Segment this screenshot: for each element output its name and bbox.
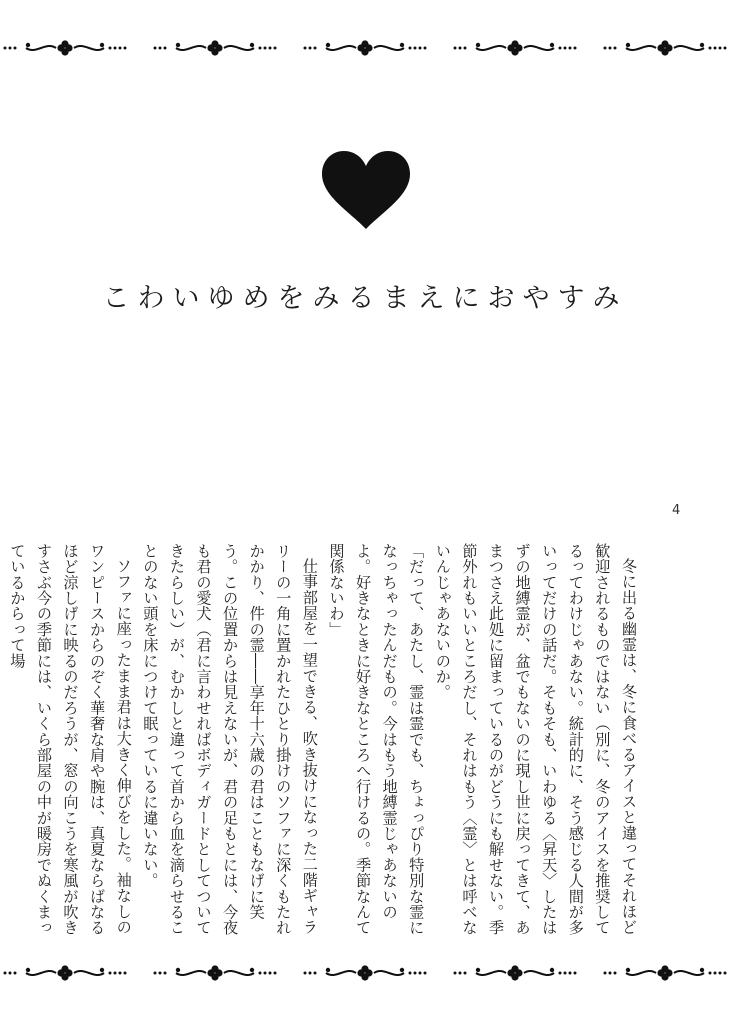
- dot: [14, 972, 17, 975]
- scroll-flourish: [626, 46, 656, 50]
- scroll-curl: [550, 968, 554, 972]
- dot: [614, 47, 617, 50]
- dot: [304, 972, 307, 975]
- dot: [9, 972, 12, 975]
- scroll-flourish: [476, 46, 506, 50]
- dot: [14, 47, 17, 50]
- dot: [719, 47, 722, 50]
- scroll-curl: [700, 968, 704, 972]
- dot: [454, 972, 457, 975]
- story-title: こわいゆめをみるまえにおやすみ: [102, 283, 628, 314]
- scroll-flourish: [224, 971, 254, 975]
- clover-icon: [657, 965, 672, 980]
- scroll-flourish: [74, 971, 104, 975]
- dot: [459, 972, 462, 975]
- scroll-curl: [400, 43, 404, 47]
- story-body: [8, 543, 642, 943]
- dot: [154, 47, 157, 50]
- scroll-flourish: [326, 46, 356, 50]
- dot: [159, 47, 162, 50]
- dot: [109, 972, 112, 975]
- paragraph: ソファに座ったまま君は大きく伸びをした。袖なしのワンピースからのぞく華奢な肩や腕は、真夏ならばなるほど涼しげに映るのだろうが、窓の向こうを寒風が吹きすさぶ今の季節には、いくら部屋の中が暖房でぬくまっているからって場: [8, 543, 133, 936]
- dot: [274, 972, 277, 975]
- dot: [164, 972, 167, 975]
- dot: [124, 972, 127, 975]
- dot: [709, 972, 712, 975]
- scroll-flourish: [476, 971, 506, 975]
- scroll-curl: [550, 43, 554, 47]
- dot: [574, 47, 577, 50]
- dot: [564, 47, 567, 50]
- dot: [614, 972, 617, 975]
- dot: [114, 47, 117, 50]
- page-number: 4: [672, 503, 681, 518]
- dot: [559, 972, 562, 975]
- scroll-flourish: [26, 971, 56, 975]
- paragraph: 冬に出る幽霊は、冬に食べるアイスと違ってそれほど歓迎されるものではない（別に、冬のアイスを推奨してるってわけじゃあない。統計的に、そう感じる人間が多いってだけの話だ。そもそも、いわゆる〈昇天〉したはずの地縛霊が、盆でもないのに現し世に戻ってきて、あまつさえ此処に留まっているのがどうにも解せない。季節外れもいいところだし、それはもう〈霊〉とは呼べないんじゃあないのか。: [433, 543, 638, 936]
- scroll-curl: [176, 968, 180, 972]
- dot: [419, 47, 422, 50]
- dot: [259, 47, 262, 50]
- bottom-ornament-border: [0, 961, 730, 985]
- clover-icon: [507, 40, 522, 55]
- dot: [424, 972, 427, 975]
- scroll-curl: [626, 43, 630, 47]
- dot: [454, 47, 457, 50]
- dot: [164, 47, 167, 50]
- scroll-curl: [700, 43, 704, 47]
- dot: [159, 972, 162, 975]
- clover-icon: [207, 40, 222, 55]
- scroll-flourish: [374, 971, 404, 975]
- dot: [314, 972, 317, 975]
- scroll-curl: [626, 968, 630, 972]
- dot: [609, 47, 612, 50]
- dot: [269, 972, 272, 975]
- dot: [414, 972, 417, 975]
- scroll-flourish: [524, 971, 554, 975]
- scroll-flourish: [524, 46, 554, 50]
- scroll-curl: [400, 968, 404, 972]
- dot: [419, 972, 422, 975]
- dot: [714, 972, 717, 975]
- scroll-flourish: [326, 971, 356, 975]
- dot: [574, 972, 577, 975]
- dot: [314, 47, 317, 50]
- clover-icon: [357, 965, 372, 980]
- scroll-curl: [250, 43, 254, 47]
- scroll-flourish: [674, 46, 704, 50]
- dot: [4, 47, 7, 50]
- scroll-curl: [26, 968, 30, 972]
- scroll-flourish: [674, 971, 704, 975]
- clover-icon: [57, 40, 72, 55]
- dot: [709, 47, 712, 50]
- dot: [724, 47, 727, 50]
- dot: [564, 972, 567, 975]
- dot: [264, 47, 267, 50]
- dot: [569, 47, 572, 50]
- scroll-curl: [100, 43, 104, 47]
- scroll-curl: [26, 43, 30, 47]
- clover-icon: [57, 965, 72, 980]
- scroll-curl: [326, 43, 330, 47]
- dot: [409, 972, 412, 975]
- scroll-flourish: [224, 46, 254, 50]
- dot: [459, 47, 462, 50]
- scroll-curl: [100, 968, 104, 972]
- dot: [559, 47, 562, 50]
- dot: [154, 972, 157, 975]
- dot: [569, 972, 572, 975]
- heart-icon: [320, 150, 412, 230]
- scroll-flourish: [626, 971, 656, 975]
- dot: [464, 47, 467, 50]
- dot: [719, 972, 722, 975]
- dot: [604, 972, 607, 975]
- dot: [424, 47, 427, 50]
- scroll-flourish: [176, 971, 206, 975]
- scroll-curl: [176, 43, 180, 47]
- dot: [109, 47, 112, 50]
- dot: [264, 972, 267, 975]
- scroll-flourish: [374, 46, 404, 50]
- paragraph: 仕事部屋を一望できる、吹き抜けになった二階ギャラリーの一角に置かれたひとり掛けのソファに深くもたれかかり、件の霊――享年十六歳の君はこともなげに笑う。この位置からは見えないが、君の足もとには、今夜も君の愛犬（君に言わせればボディガードとしてついてきたらしい）が、むかしと違って首から血を滴らせることのない頭を床につけて眠っているに違いない。: [141, 543, 319, 936]
- dialogue-paragraph: 「だって、あたし、霊は霊でも、ちょっぴり特別な霊になっちゃったんだもの。今はもう地縛霊じゃあないのよ。好きなときに好きなところへ行けるの。季節なんて関係ないわ」: [327, 543, 426, 936]
- scroll-flourish: [74, 46, 104, 50]
- top-ornament-border: [0, 36, 730, 60]
- dot: [119, 47, 122, 50]
- dot: [414, 47, 417, 50]
- clover-icon: [357, 40, 372, 55]
- dot: [609, 972, 612, 975]
- scroll-curl: [250, 968, 254, 972]
- dot: [409, 47, 412, 50]
- dot: [309, 972, 312, 975]
- scroll-curl: [326, 968, 330, 972]
- dot: [309, 47, 312, 50]
- dot: [604, 47, 607, 50]
- scroll-curl: [476, 43, 480, 47]
- clover-icon: [507, 965, 522, 980]
- scroll-flourish: [176, 46, 206, 50]
- dot: [9, 47, 12, 50]
- scroll-curl: [476, 968, 480, 972]
- dot: [714, 47, 717, 50]
- clover-icon: [207, 965, 222, 980]
- dot: [724, 972, 727, 975]
- dot: [464, 972, 467, 975]
- dot: [119, 972, 122, 975]
- dot: [274, 47, 277, 50]
- dot: [114, 972, 117, 975]
- dot: [124, 47, 127, 50]
- dot: [304, 47, 307, 50]
- dot: [269, 47, 272, 50]
- dot: [4, 972, 7, 975]
- scroll-flourish: [26, 46, 56, 50]
- clover-icon: [657, 40, 672, 55]
- dot: [259, 972, 262, 975]
